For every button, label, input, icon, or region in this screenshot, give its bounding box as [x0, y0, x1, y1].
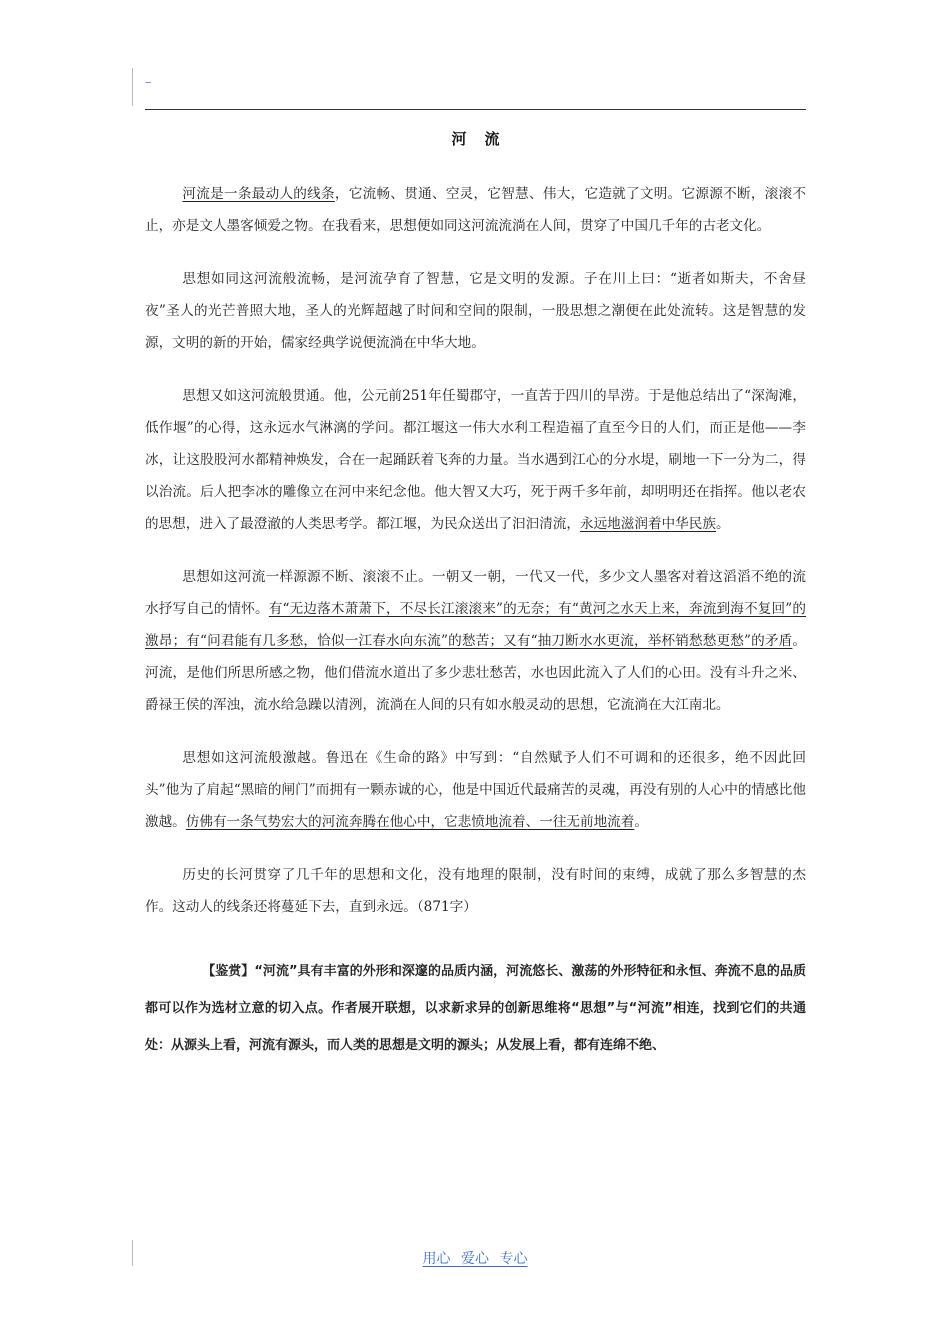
paragraph-6-segment: 历史的长河贯穿了几千年的思想和文化，没有地理的限制，没有时间的束缚，成就了那么多智慧的杰作。这动人的线条还将蔓延下去，直到永远。（871字）: [145, 867, 806, 915]
footer-slogan: 用心 爱心 专心: [422, 1251, 528, 1267]
appraisal-text: “河流”具有丰富的外形和深邃的品质内涵，河流悠长、激荡的外形特征和永恒、奔流不息的品质都可以作为选材立意的切入点。作者展开联想，以求新求异的创新思维将“思想”与“河流”相连，找到它们的共通处：从源头上看，河流有源头，而人类的思想是文明的源头；从发展上看，都有连绵不绝、: [145, 964, 806, 1053]
paragraph-2: [145, 263, 806, 359]
page-title: 河流: [451, 130, 518, 148]
paragraph-1: [145, 178, 806, 242]
paragraph-6: [145, 859, 806, 923]
paragraph-3: [145, 380, 806, 540]
paragraph-5-segment: 。: [634, 814, 648, 830]
paragraph-1-segment: 河流是一条最动人的线条: [182, 186, 335, 202]
header-rule: [145, 109, 806, 110]
header-mark: –: [145, 75, 152, 90]
appraisal-label: 【鉴赏】: [202, 964, 255, 979]
paragraph-5-segment: 仿佛有一条气势宏大的河流奔腾在他心中，它悲愤地流着、一往无前地流着: [185, 814, 635, 830]
paragraph-4-segment: 有“无边落木萧萧下，不尽长江滚滚来”的无奈；有“黄河之水天上来，奔流到海不复回”的激昂；有“问君能有几多愁，恰似一江春水向东流”的愁苦；又有“抽刀断水水更流，举杯销愁愁更愁”的矛盾: [145, 601, 807, 649]
article-body: [145, 178, 806, 1085]
paragraph-3-segment: 。: [715, 516, 730, 532]
paragraph-5: [145, 742, 806, 838]
paragraph-3-segment: 永远地滋润着中华民族: [580, 516, 716, 532]
paragraph-5-segment: 思想如这河流般激越。鲁迅在《生命的路》中写到：“自然赋予人们不可调和的还很多，绝不因此回头”他为了肩起“黑暗的闸门”而拥有一颗赤诚的心，他是中国近代最痛苦的灵魂，再没有别的人心中的情感比他激越。: [145, 750, 806, 830]
paragraph-4-segment: 思想如这河流一样源源不断、滚滚不止。一朝又一朝，一代又一代，多少文人墨客对着这滔滔不绝的流水抒写自己的情怀。: [145, 569, 806, 617]
paragraph-2-segment: 思想如同这河流般流畅，是河流孕育了智慧，它是文明的发源。子在川上曰：“逝者如斯夫，不舍昼夜”圣人的光芒普照大地，圣人的光辉超越了时间和空间的限制，一股思想之潮便在此处流转。这是智慧的发源，文明的新的开始，儒家经典学说便流淌在中华大地。: [145, 271, 806, 351]
header-corner-mark: [132, 68, 133, 106]
appraisal-paragraph: [145, 953, 806, 1064]
paragraph-4-segment: 。河流，是他们所思所感之物，他们借流水道出了多少悲壮愁苦，水也因此流入了人们的心田。没有斗升之米、爵禄王侯的浑浊，流水给急躁以清洌，流淌在人间的只有如水般灵动的思想，它流淌在大江南北。: [145, 633, 806, 713]
paragraph-3-segment: 思想又如这河流般贯通。他，公元前251年任蜀郡守，一直苦于四川的旱涝。于是他总结出了“深淘滩，低作堰”的心得，这永远水气淋漓的学问。都江堰这一伟大水利工程造福了直至今日的人们，而正是他——李冰，让这股股河水都精神焕发，合在一起踊跃着飞奔的力量。当水遇到江心的分水堤，刷地一下一分为二，得以治流。后人把李冰的雕像立在河中来纪念他。他大智又大巧，死于两千多年前，却明明还在指挥。他以老农的思想，进入了最澄澈的人类思考学。都江堰，为民众送出了汩汩清流，: [145, 388, 806, 532]
paragraph-1-segment: ，它流畅、贯通、空灵，它智慧、伟大，它造就了文明。它源源不断，滚滚不止，亦是文人墨客倾爱之物。在我看来，思想便如同这河流流淌在人间，贯穿了中国几千年的古老文化。: [145, 186, 807, 234]
paragraph-4: [145, 561, 806, 721]
